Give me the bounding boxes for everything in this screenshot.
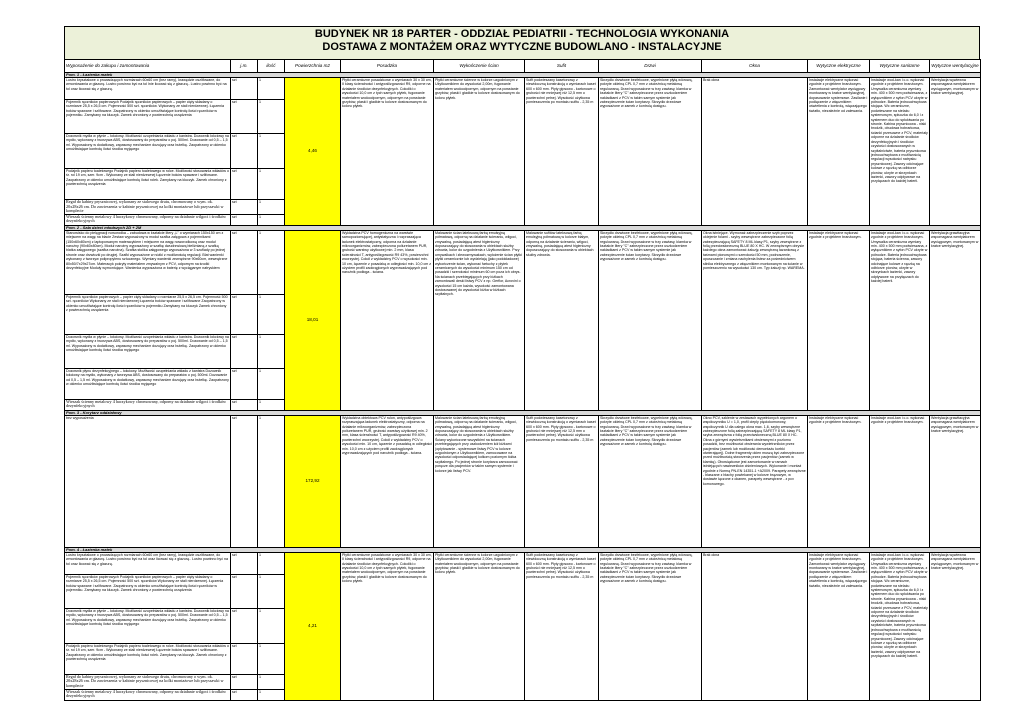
equipment-cell: Podajnik papieru toaletowego Podajnik papieru toaletowego w rolce. Możliwość stosowania wkładów o śr. rol 19 cm, szer. 9cm - Wykonany ze stali nierdzewnej Łączenie boków spawane i szlifowane. Zaopatrzony w okienko umożliwiające kontrolę ilości rolek. Zamykany na kluczyk. Zamek chroniony z powierzchnią urządzenia [65, 643, 231, 674]
sanitary-cell: Instalacje wod-kan i c.o. wykonać zgodnie z projektem branżowym. Umywalka ceramiczna wymiary min. 400 x 500 mm podwieszana, z wyłącznikiem z syfon PCV ukryte w półnodze. Bateria jednouchwytowa stojąca. Wc ceramiczne, podwieszane na stelażu systemowym, spłuczka do 6,0 l z systemem duo do spłukiwania po stronie. Kabina prysznicowa - niski brodzik, obudowa hobrarkowa, ścianki przesuwne z PCV, materiały odporne na działanie środków dezynfekcyjnych i środków czystości dostosowanych w szpitalnictwie, bateria prysznicowa jednouchwytowa z możliwością regulacji wysokości natrysku prysznicowej. Zawory odcinające kulowe z rączką na odbiorze pionów, ukryte w skrzynkach łazienki, zawory odpływowe na przyłączach do każdej baterii. [870, 552, 930, 700]
windows-cell: Brak okna [702, 78, 808, 226]
header-area: Powierzchnia m2 [285, 60, 341, 73]
floor-cell: Wykładzina obiektowa PCV rulon, antypoślizgowa rozpraszająca ładunek elektrostatyczny, odporna na działanie mikroorganizmów, zabezpieczona poliuretanem PUR, grubość warstwy użytkowej min. 2 mm, klasa ścieralności T, antypoślizgowość R9 40%, powierzchni wcorzystej. Cokół z wykładziny PCV o wysokości min. 10 cm, łączenie z posadzką w odległości min. 10,0 cm z użyciem profili zaokrąglonych wyprowadzających pod narożnik podłoga - ściana. [341, 415, 434, 547]
area-cell: 4,21 [285, 552, 341, 700]
equipment-cell: Pojemnik ręczników papierowych – papier cięty składany o rozmiarze 25,5 x 26,5 cm. Pojemność 500 szt. ręczników Wykonany ze stali nierdzewnej Łączenia boków spawane i szlifowane Zaopatrzony w okienko umożliwiające kontrolę ilości ręczników w pojemniku Zamykany na kluczyk Zamek chroniony z powierzchnią urządzenia [65, 294, 231, 334]
equipment-cell: Dozownik płynu dezynfekcyjnego – łokciowy. Możliwość uzupełniania wkładu z kanistra Dozownik łokciowy na mydło, wykonany z tworzywa ABS, dostosowany do preparatów o poj. 500ml. Dozowanie od 0,5 – 1,5 ml. Wyposażony w dodatkowy, zapasowy mechanizm dozujący oraz butelkę. Zaopatrzony w okienko umożliwiające kontrolę ilości środka myjącego [65, 368, 231, 399]
table-row [65, 415, 981, 547]
header-windows: Okna [702, 60, 808, 73]
equipment-cell: Dozownik mydła w płynie – łokciowy. Możliwość uzupełniania wkładu z kanistra. Dozownik łokciowy na mydło, wykonany z tworzywa ABS, dostosowany do preparatów o poj. 500ml. Dozowanie od 0,5 – 1,5 ml. Wyposażony w dodatkowy, zapasowy mechanizm dozujący oraz butelkę. Zaopatrzony w okienko umożliwiające kontrolę ilości środka myjącego [65, 608, 231, 643]
unit-cell: szt [231, 334, 258, 368]
unit-cell: szt [231, 643, 258, 674]
ventilation-cell: Wentylacja grawitacyjna wspomagana wentylatorem wyciągowym, montowanym w kratce wentylacyjnej. [930, 230, 981, 410]
floor-cell: Płytki ceramiczne posadzkowe o wymiarach 30 x 30 cm, II klasy ścieralności i antypoślizgowości R9, odporne na działanie środków dezynfekcyjnych. Cokoliki o wysokości 10,0 cm z tych samych płytek, fugowanie materiałem wodoodpornym, odpornym na powstanie grzybów, płaski i gładkie w kolorze dostosowanym do koloru płytek. [341, 552, 434, 700]
header-unit: j.m. [231, 60, 258, 73]
qty-cell: 1 [258, 100, 285, 134]
unit-cell: szt [231, 100, 258, 134]
qty-cell: 1 [258, 674, 285, 689]
header-floor: Posadzka [341, 60, 434, 73]
section-title: Pom. 4 - Łazienka matek [65, 547, 981, 552]
unit-cell: szt [231, 415, 258, 547]
qty-cell: 1 [258, 368, 285, 399]
ventilation-cell: Wentylacja grawitacyjna wspomagana wentylatorem wyciągowym, montowanym w kratce wentylacyjnej. [930, 415, 981, 547]
electric-cell: Instalacje elektryczne wykonać zgodnie z projektem branżowym. [808, 230, 870, 410]
unit-cell: szt [231, 169, 258, 200]
floor-cell: Płytki ceramiczne posadzkowe o wymiarach 30 x 30 cm, II klasy ścieralności i antypoślizgowości R9, odporne na działanie środków dezynfekcyjnych. Cokoliki o wysokości 10,0 cm z tych samych płytek, fugowanie materiałem wodoodpornym, odpornym na powstanie grzybów, płaski i gładkie w kolorze dostosowanym do koloru płytek. [341, 78, 434, 226]
doors-cell: Skrzydło drzwiowe bezfelcowe, wypełnione płytą wiórową, pokryte okleiną CPL 0,7 mm z ościeżnicą metalową regulowaną. Drzwi wyposażone w trzy zawiasy, klamka w kształcie litery "C" zabezpieczone przez uszkodzeniem nakładkami z PCV w takim samym systemie jak zabezpieczenie ścian korytarzy. Skrzydło drzwiowe wyposażone w zamek z kontrolą dostępu. [599, 415, 702, 547]
section-title: Pom. 1 - Łazienka matek [65, 73, 981, 78]
qty-cell: 1 [258, 689, 285, 700]
header-qty: ilość [258, 60, 285, 73]
unit-cell: szt [231, 574, 258, 608]
electric-cell: Instalacje elektryczne wykonać zgodnie z projektem branżowym. [808, 415, 870, 547]
specification-table [64, 59, 981, 701]
qty-cell: 1 [258, 200, 285, 215]
unit-cell: szt [231, 399, 258, 410]
unit-cell: szt [231, 230, 258, 294]
ceiling-cell: Sufit podwieszany kasetonowy z niewidoczną konstrukcją o wymiarach kaset 600 x 600 mm. Płyty gipsowo - kartonowe o grubości nie mniejszej niż 12,5 mm o powierzchni pełnej. Wysokość użytkowa pomieszczenia po montażu sufitu - 2,35 m [525, 415, 599, 547]
floor-cell: Wykładzina PCV homogeniczna na warstwie samopoziomującej, antystatyczna i rozpraszająca ładunek elektrostatyczny, odporna na działanie mikroorganizmów, zabezpieczona poliuretanem PUR, grubość warstwy użytkowej min. 2 mm, klasa ścieralności T, antypoślizgowość R9 43%, powierzchni wcorzystej. Cokół z wykładziny PCV o wysokości min. 10 cm, łączenie z posadzką w odległości min. 10,0 cm z użyciem profili zaokrąglonych wyprowadzających pod narożnik podłoga - ściana. [341, 230, 434, 410]
qty-cell: 1 [258, 214, 285, 225]
qty-cell: 1 [258, 230, 285, 294]
sanitary-cell: Instalacje wod-kan i c.o. wykonać zgodnie z projektem branżowym. Umywalka ceramiczna wymiary min. 400 x 500 mm podwieszana, z wyłącznikiem z syfon PCV ukryte w półnodze. Bateria jednouchwytowa stojąca. Wc ceramiczne, podwieszane na stelażu systemowym, spłuczka do 6,0 l z systemem duo do spłukiwania po stronie. Kabina prysznicowa - niski brodzik, obudowa hobrarkowa, ścianki przesuwne z PCV, materiały odporne na działanie środków dezynfekcyjnych i środków czystości dostosowanych w szpitalnictwie, bateria prysznicowa jednouchwytowa z możliwością regulacji wysokości natrysku prysznicowej. Zawory odcinające kulowe z rączką na odbiorze pionów, ukryte w skrzynkach łazienki, zawory odpływowe na przyłączach do każdej baterii. [870, 78, 930, 226]
header-ceiling: Sufit [525, 60, 599, 73]
header-doors: Drzwi [599, 60, 702, 73]
unit-cell: szt [231, 214, 258, 225]
header-sanitary: Wytyczne sanitarne [870, 60, 930, 73]
walls-cell: Malowanie ścian lateksową farbą emulsyjną półmatową, odporną na działanie ścieraniu, wilgoci, zmywalną, posiadającą atest higieniczny dopuszczający do stosowania w obiektach służby zdrowia, kolor do uzgodnienia z Użytkownikiem. Ściany wykończone wszystkimi na ścianach przebiegających przy uszkodzeniem kół łóżkami (opłytowanie - systemowe listwy PCV w kolorze uzgodnionym z Użytkownikiem, zamocowane na wysokości odpowiadającej kołkom poziomym łóżka szpitalnego. Po jednej stronie korytarza zamocować poręcze dla pacjentów w takim samym systemie i kolorze jak listwy PCV. [434, 415, 525, 547]
windows-cell: Okna istniejące. Wymonaż zabezpieczenie szyb poprzez oklejenie folami - szyby wewnętrzne zabezpieczone folią zabezpieczającą SAFETY 8 ML klasy P1, szyby zewnętrzne z folią przeciwsłoneczną BLUE 80 X HC. W zewnętrznym obrysie każdego okna zamontować żaluzję zewnętrzną łazankową z taśmami pionowymi o szerokości 50 mm, podnoszenie, opuszczanie i zmiana nachylenia listew za pośrednictwem silnika elektrycznego z włącznikiem montowanym na ścianie w pomieszczeniu na wysokości 130 cm. Typ żaluzji np. WAREMA. [702, 230, 808, 410]
table-row [65, 230, 981, 294]
header-electric: Wytyczne elektryczne [808, 60, 870, 73]
unit-cell: szt [231, 689, 258, 700]
qty-cell: 1 [258, 78, 285, 100]
equipment-cell: Wieszak ścienny metalowy 4 haczykowy chromowany, odporny na działanie wilgoci i środków dezynfekcyjnych [65, 214, 231, 225]
doors-cell: Skrzydło drzwiowe bezfelcowe, wypełnione płytą wiórową, pokryte okleiną CPL 0,7 mm z ościeżnicą metalową regulowaną. Drzwi wyposażone w trzy zawiasy, klamka w kształcie litery "C" zabezpieczone przez uszkodzeniem nakładkami z PCV w takim samym systemie jak zabezpieczenie ścian korytarzy. Skrzydło drzwiowe wyposażone w zamek z kontrolą dostępu. [599, 78, 702, 226]
section-title: Pom. 2 - Sala dzieci młodszych 2D + 2M [65, 225, 981, 230]
windows-cell: Okno PCV, szklenie w zestawach wypełnionych argonem o współczynniku U = 1,0, profil cieply pięciokomorowy, współczynnik U dla całego okna max. 1,6, szyby wewnętrzne zabezpieczone folią zabezpieczającą SAFETY 8 ML klasy P1, szyba zewnętrzna z folią przeciwsłoneczną BLUE 80 X HC. Okna z górnymi wywietrznikami otwieranymi z poziomu posadzki, bez możliwości otwierania wywietrzników przez pacjentów (zamek lub możliwość demontażu korbki otwierającej). Dolne fragmenty okien muszą być zabezpieczone przed możliwością stworzenia przez pacjentów (zamek w klamkę). Obowiązkowe jest zamontowanie w ramach istniejących nawiewników ciśnieniowych. Wykonanie i montaż zgodnie z Normą PN-EN 14351-1 +A2009. Parapety zewnętrzne - blaszane z blachy powlekanej w kolorze brązowym, w dostawie łączone z okanen, parapety wewnętrzne - z pcv komorowego. [702, 415, 808, 547]
qty-cell: 1 [258, 169, 285, 200]
qty-cell: 1 [258, 574, 285, 608]
header-ventilation: Wytyczne wentylacyjne [930, 60, 981, 73]
ceiling-cell: Sufit podwieszany kasetonowy z niewidoczną konstrukcją o wymiarach kaset 600 x 600 mm. Płyty gipsowo - kartonowe o grubości nie mniejszej niż 12,5 mm o powierzchni pełnej. Wysokość użytkowa pomieszczenia po montażu sufitu - 2,35 m [525, 552, 599, 700]
electric-cell: Instalacje elektryczne wykonać zgodnie z projektem branżowym. Zamontować wentylator wyciągowy montowany w kratce wentylacyjnej, dopasowanie systemowe. Zasilanie i podłączenie z włącznikiem oświetlenia z kontrolą, włączającego światło, niezależnie od zalewania. [808, 78, 870, 226]
table-row [65, 552, 981, 574]
qty-cell: 1 [258, 294, 285, 334]
document-page [64, 26, 980, 699]
header-equipment: Wyposażenie do zakupu i zamontowania [65, 60, 231, 73]
title-line-2: DOSTAWA Z MONTAŻEM ORAZ WYTYCZNE BUDOWLANO - INSTALACYJNE [322, 41, 722, 53]
equipment-cell: Regał do kabiny prysznicowej, wykonany ze stalowego drutu, chromowany o wym. ok. 20x28x26 cm. Do zawieszenia w kabinie prysznicowej na kolki montażowe lub przyssawki w komplecie [65, 200, 231, 215]
section-title: Pom. 3 - Korytarz oddziałowy [65, 410, 981, 415]
qty-cell: 1 [258, 415, 285, 547]
header-row [65, 60, 981, 73]
equipment-cell: Pojemnik ręczników papierowych Podajnik ręczników papierowych – papier cięty składany o rozmiarze 25,5 x 26,5 cm. Pojemność 500 szt. ręczników Wykonany ze stali nierdzewnej. Łączenia boków spawane i szlifowane. Zaopatrzony w okienko umożliwiające kontrolę ilości ręczników w pojemniku. Zamykany na kluczyk. Zamek chroniony z powierzchnią urządzenia [65, 574, 231, 608]
qty-cell: 1 [258, 552, 285, 574]
walls-cell: Płytki ceramiczne ścienne w kolorze uzgodnionym z Użytkownikiem do wysokości 2,00m, fugowanie materiałem wodoodpornym, odpornym na powstanie grzybów, płaski i gładkie w kolorze dostosowanym do koloru płytek. [434, 78, 525, 226]
doors-cell: Skrzydło drzwiowe bezfelcowe, wypełnione płytą wiórową, pokryte okleiną CPL 0,7 mm z ościeżnicą metalową regulowaną. Drzwi wyposażone w trzy zawiasy, klamka w kształcie litery "C" zabezpieczone przez uszkodzeniem nakładkami z PCV w takim samym systemie jak zabezpieczenie ścian korytarzy. Skrzydło drzwiowe wyposażone w zamek z kontrolą dostępu. [599, 552, 702, 700]
qty-cell: 1 [258, 399, 285, 410]
sanitary-cell: Instalacje wod-kan i c.o. wykonać zgodnie z projektem branżowym. Umywalka ceramiczna wymiary min. 400 x 500 mm podwieszana, z wyłącznikiem z syfon PCV ukryte w półnodze. Bateria jednouchwytowa stojąca, bateria ścienna, zawory odcinające kulowe z rączką na odbiorze pionów, ukryte w skrzynkach łazienki, zawory odpływowe na przyłączach do każdej baterii. [870, 230, 930, 410]
electric-cell: Instalacje elektryczne wykonać zgodnie z projektem branżowym. Zamontować wentylator wyciągowy montowany w kratce wentylacyjnej, dopasowanie systemowe. Zasilanie i podłączenie z włącznikiem oświetlenia z kontrolą, włączającego światło, niezależnie od zalewania. [808, 552, 870, 700]
document-title [64, 26, 980, 59]
table-body [65, 73, 981, 701]
unit-cell: szt [231, 674, 258, 689]
doors-cell: Skrzydło drzwiowe bezfelcowe, wypełnione płytą wiórową, pokryte okleiną CPL 0,7 mm z ościeżnicą metalową regulowaną. Drzwi wyposażone w trzy zawiasy, klamka w kształcie litery "C" zabezpieczone przez uszkodzeniem nakładkami z PCV w takim samym systemie jak zabezpieczenie ścian korytarzy. Skrzydło drzwiowe wyposażone w zamek z kontrolą dostępu. [599, 230, 702, 410]
equipment-cell: Pojemnik ręczników papierowych Podajnik ręczników papierowych – papier cięty składany o rozmiarze 25,5 x 26,5 cm. Pojemność 500 szt. ręczników. Wykonany ze stali nierdzewnej. Łączenia boków spawane i szlifowane. Zaopatrzony w okienko umożliwiające kontrolę ilości ręczników w pojemniku. Zamykany na kluczyk. Zamek chroniony z powierzchnią urządzenia [65, 100, 231, 134]
unit-cell: szt [231, 200, 258, 215]
unit-cell: szt [231, 294, 258, 334]
equipment-cell: Dozownik mydła w płynie – łokciowy. Możliwość uzupełniania wkładu z kanistra. Dozownik łokciowy na mydło, wykonany z tworzywa ABS, dostosowany do preparatów o poj. 500ml. Dozowanie od 0,5 – 1,5 ml. Wyposażony w dodatkowy, zapasowy mechanizm dozujący oraz butelkę. Zaopatrzony w okienko umożliwiające kontrolę ilości środka myjącego [65, 134, 231, 169]
area-cell: 18,01 [285, 230, 341, 410]
equipment-cell: Stanowisko do pielęgnacji noworodka – zabudowa w kształcie litery „L" o wymiarach 150x150 cm z miejscem na wagę na blacie Zestaw wyposażony w moduł szafka załęgowa z pojemnikami (150x60x80cm) z laptopowanym materacykiem i miejscem na wagę noworodkową oraz moduł narożny (90x60x80cm). Moduł narożny wyposażony w szafkę dwudrzwiową bieliźnianą z szafką blatka załęgowego (szafka narożna). Szafka stolika załęgowego wyposażona w 3 szuflady po jednej stronie oraz drzwiczki po drugiej. Szafki wyposażone w nóżki z możliwością regulacji. Blat wanienki wykonany z tworzyw polipropylenu sztucznego. Wymiary wanienki zewnętrzne 90x60cm, wewnętrzne 80x50/7x29x27cm. Materacyk pokryty materiałem zmywalnym z PCV, odpornym na środki dezynfekcyjne Moduły wymontujące. Wanienka wyposażona w baterię z wyciąganym natryskiem [65, 230, 231, 294]
equipment-cell: Podajnik papieru toaletowego Podajnik papieru toaletowego w rolce. Możliwość stosowania wkładów o śr. rol 19 cm, szer. 9cm - Wykonany ze stali nierdzewnej Łączenie boków spawane i szlifowane. Zaopatrzony w okienko umożliwiające kontrolę ilości rolek. Zamykany na kluczyk. Zamek chroniony z powierzchnią urządzenia [65, 169, 231, 200]
ceiling-cell: Sufit podwieszany kasetonowy z niewidoczną konstrukcją o wymiarach kaset 600 x 600 mm. Płyty gipsowo - kartonowe o grubości nie mniejszej niż 12,5 mm o powierzchni pełnej. Wysokość użytkowa pomieszczenia po montażu sufitu - 2,35 m [525, 78, 599, 226]
unit-cell: szt [231, 78, 258, 100]
equipment-cell: Dozownik mydła w płynie – łokciowy. Możliwość uzupełniania wkładu z kanistra. Dozownik łokciowy na mydło, wykonany z tworzywa ABS, dostosowany do preparatów o poj. 500ml. Dozowanie od 0,5 – 1,5 ml. Wyposażony w dodatkowy, zapasowy mechanizm dozujący oraz butelkę. Zaopatrzony w okienko umożliwiające kontrolę ilości środka myjącego [65, 334, 231, 368]
header-walls: Wykończenie ścian [434, 60, 525, 73]
area-cell: 172,92 [285, 415, 341, 547]
sanitary-cell: Instalacje wod-kan i c.o. wykonać zgodnie z projektem branżowym. [870, 415, 930, 547]
ventilation-cell: Wentylacja wywiewna wspomagana wentylatorem wyciągowym, montowanym w kratce wentylacyjnej. [930, 552, 981, 700]
unit-cell: szt [231, 368, 258, 399]
equipment-cell: Regał do kabiny prysznicowej, wykonany ze stalowego drutu, chromowany o wym. ok. 20x28x26 cm. Do zawieszenia w kabinie prysznicowej na kolki montażowe lub przyssawki w komplecie [65, 674, 231, 689]
unit-cell: szt [231, 552, 258, 574]
equipment-cell: bez wyposażenia [65, 415, 231, 547]
qty-cell: 1 [258, 608, 285, 643]
ventilation-cell: Wentylacja wywiewna wspomagana wentylatorem wyciągowym, montowanym w kratce wentylacyjnej. [930, 78, 981, 226]
unit-cell: szt [231, 134, 258, 169]
unit-cell: szt [231, 608, 258, 643]
walls-cell: Płytki ceramiczne ścienne w kolorze uzgodnionym z Użytkownikiem do wysokości 2,00m, fugowanie materiałem wodoodpornym, odpornym na powstanie grzybów, płaski i gładkie w kolorze dostosowanym do koloru płytek. [434, 552, 525, 700]
windows-cell: Brak okna [702, 552, 808, 700]
walls-cell: Malowanie ścian lateksową farbą emulsyjną półmatową, odporną na działanie ścieraniu, wilgoci, zmywalną, posiadającą atest higieniczny dopuszczający do stosowania w obiektach służby zdrowia, kolor do uzgodnienia z Użytkownikiem. Przy umywalkach i zlewozmywakach, wyłożenie ścian płytki płytki ceramicznie lub wydzielają (jako podokładowe) wykończenie ścian, wykonać fartuchy z płytek ceramicznych do wysokości minimum 150 cm od posadzki i szerokości minimum 60 cm poza ich obrys. Na ścianach przebiegających przy łóżkach zamontowali deski listwy PCV z np. Gerflor, Acrovinl o wysokości 15 cm każda, wysokość zamontowana dostosowanej do wysokości łóżka w łóżkach szpitalnych. [434, 230, 525, 410]
equipment-cell: Lustro kryształowe o prowadzących rozmiarach 60x60 cm (bez ramy), krawędzie oszlifowane, do wmontowania w glazurę. Lustro powinno być na tol lnie licować się z glazurą.. Lustro powinno być na tol oraz licować się z glazurą. [65, 78, 231, 100]
equipment-cell: Wieszak ścienny metalowy 4 haczykowy chromowany, odporny na działanie wilgoci i środków dezynfekcyjnych [65, 399, 231, 410]
qty-cell: 1 [258, 134, 285, 169]
area-cell: 4,46 [285, 78, 341, 226]
equipment-cell: Lustro kryształowe o prowadzących rozmiarach 60x60 cm (bez ramy), krawędzie oszlifowane, do wmontowania w glazurę. Lustro powinno być na tol oraz licować się z glazurą.. Lustro powinno być na tol oraz licować się z glazurą. [65, 552, 231, 574]
ceiling-cell: Malowanie sufitów lateksową farbą emulsyjną półmatową w kolorze białym, odporną na działanie ścieraniu, wilgoci, zmywalną, posiadającą atest higieniczny dopuszczający do stosowania w obiektach służby zdrowia. [525, 230, 599, 410]
table-row [65, 78, 981, 100]
qty-cell: 1 [258, 334, 285, 368]
qty-cell: 1 [258, 643, 285, 674]
equipment-cell: Wieszak ścienny metalowy 4 haczykowy chromowany, odporny na działanie wilgoci i środków dezynfekcyjnych [65, 689, 231, 700]
title-line-1: BUDYNEK NR 18 PARTER - ODDZIAŁ PEDIATRII - TECHNOLOGIA WYKONANIA [314, 28, 730, 40]
